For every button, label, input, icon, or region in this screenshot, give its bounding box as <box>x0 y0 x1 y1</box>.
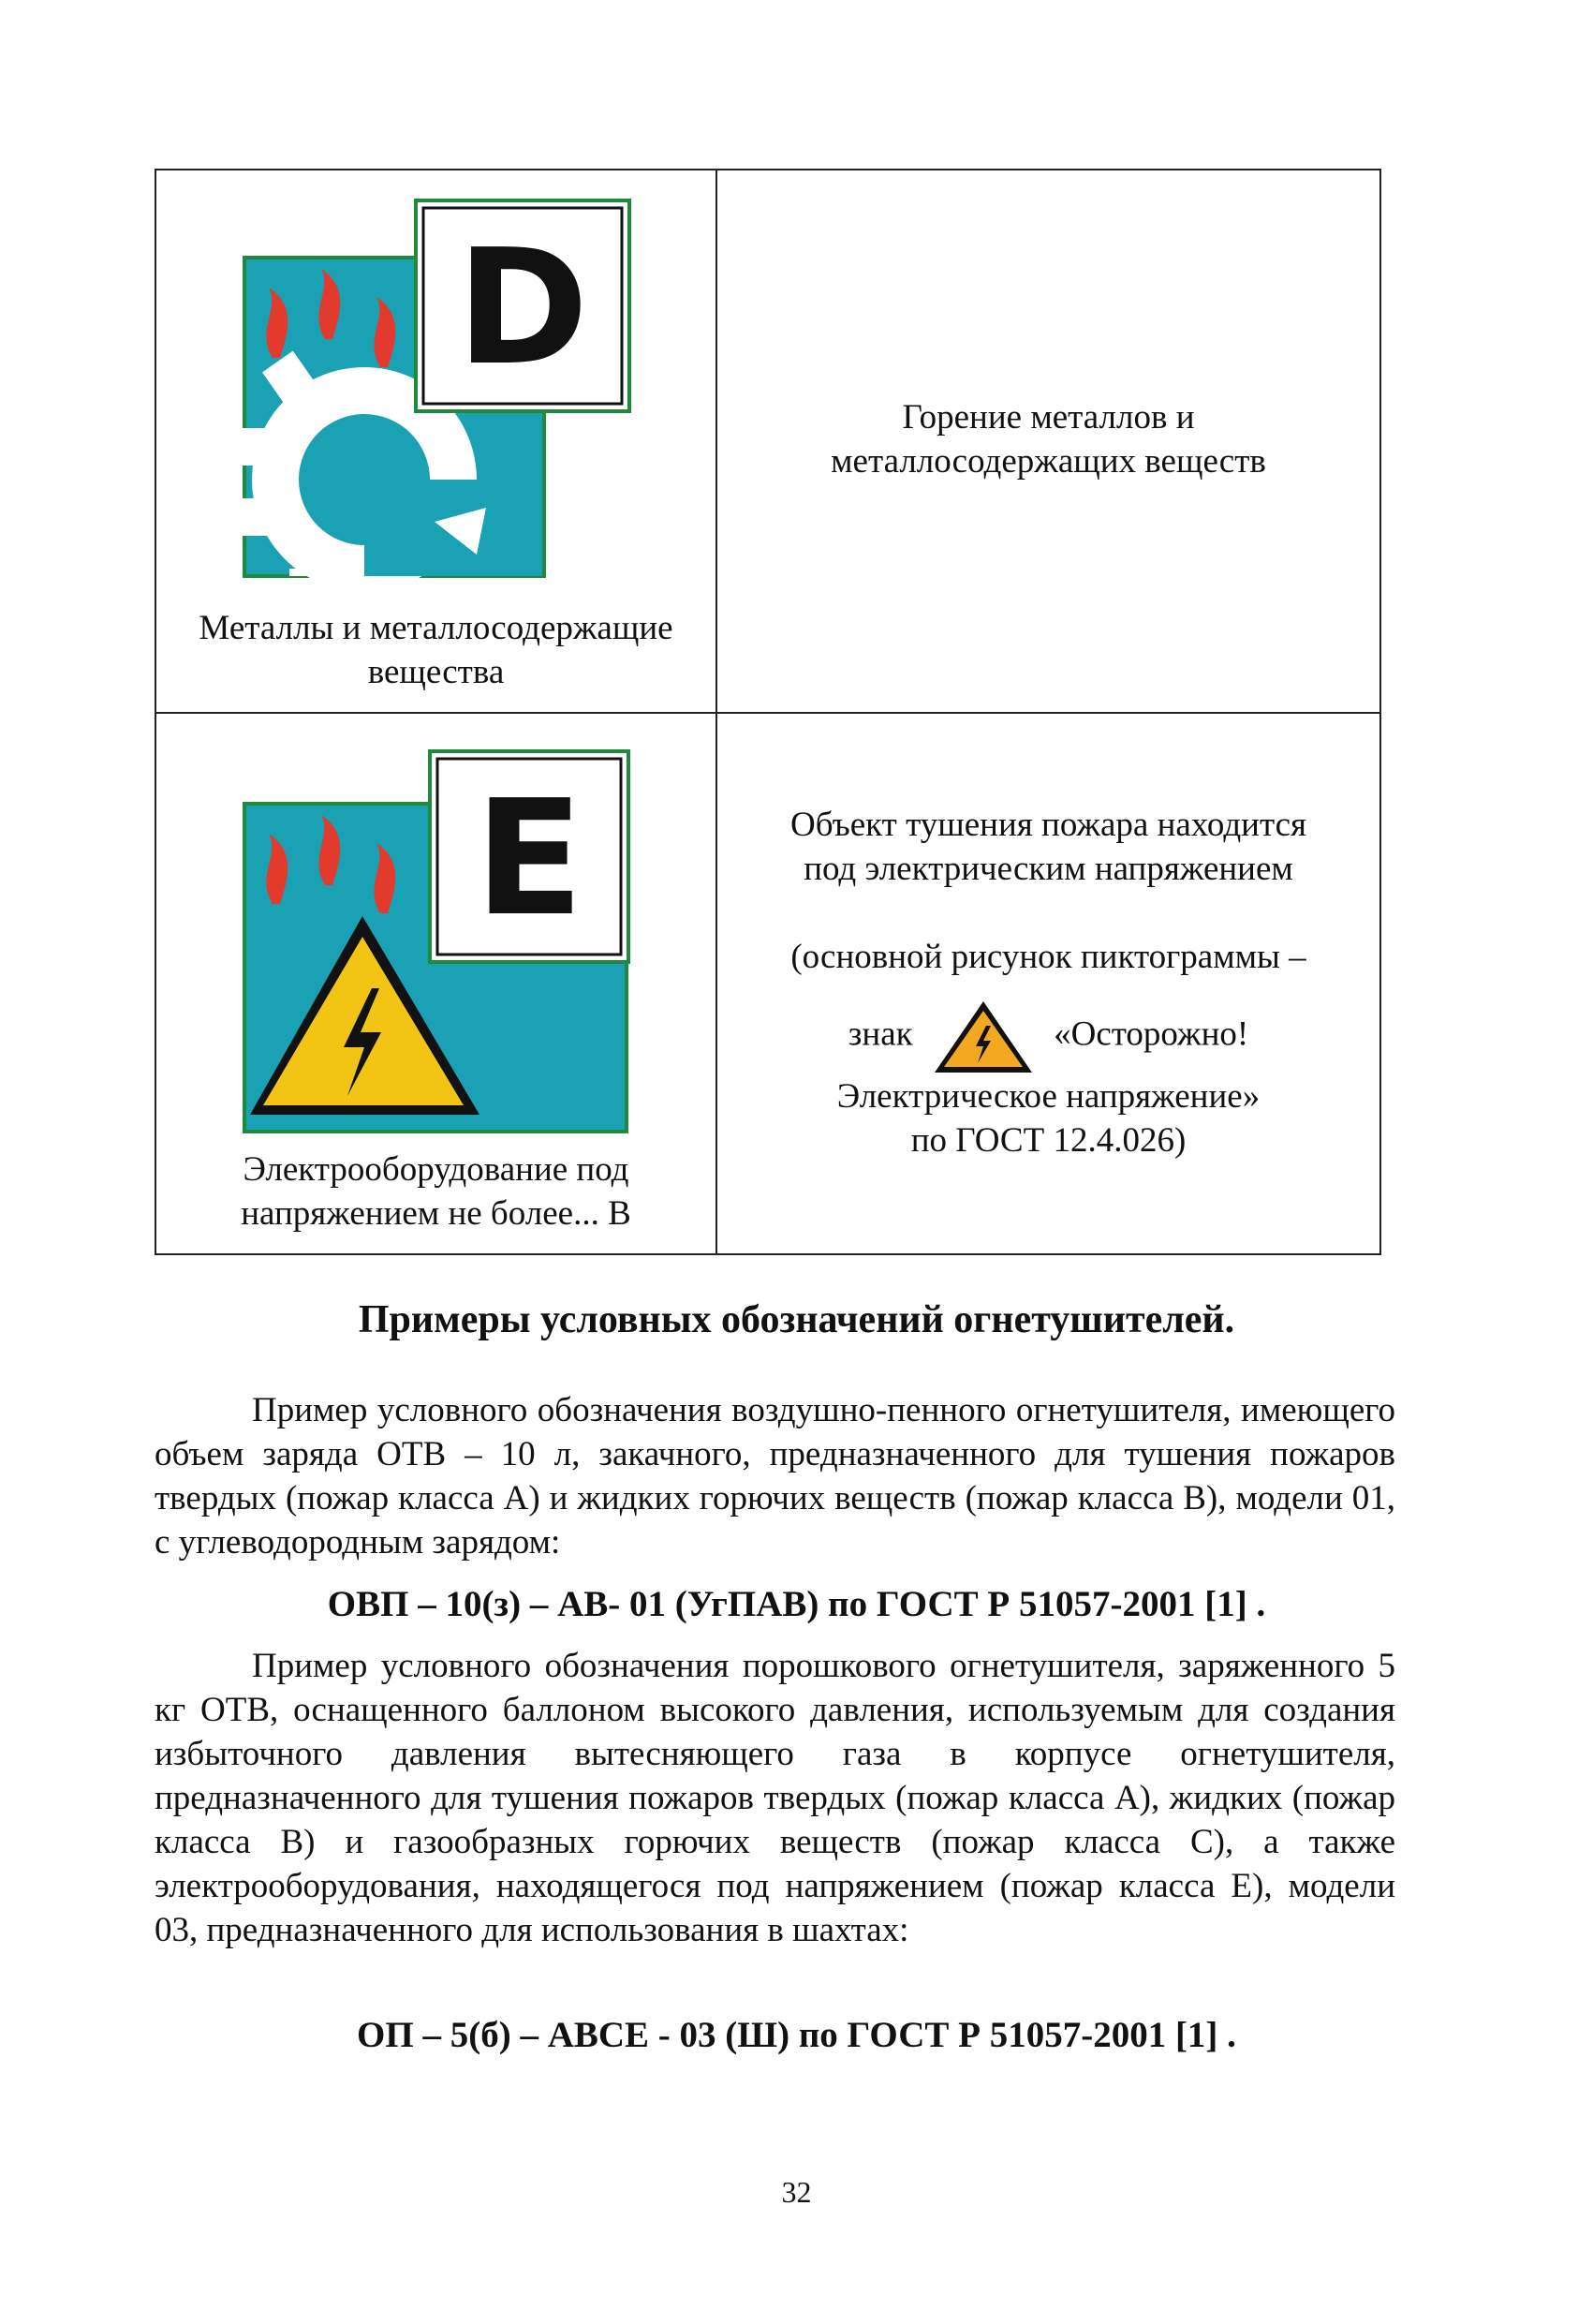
class-e-note-line1: (основной рисунок пиктограммы – <box>790 938 1306 976</box>
table-row-class-e <box>155 713 1380 1254</box>
class-d-caption-line2: вещества <box>367 653 505 691</box>
class-d-pictogram-cell <box>155 170 716 713</box>
example-paragraph-2: Пример условного обозначения порошкового огнетушителя, заряженного 5 кг ОТВ, оснащенного баллоном высокого давления, используемым для создания избыточного давления вытесняющего газа в корпусе огнетушителя, предназначенного для тушения пожаров твердых (пожар класса А), жидких (пожар класса В) и газообразных горючих веществ (пожар класса С), а также электрооборудования, находящегося под напряжением (пожар класса Е), модели 03, предназначенного для использования в шахтах: <box>155 1647 1395 1949</box>
class-e-pictogram-cell <box>155 713 716 1254</box>
class-d-description-cell <box>716 170 1380 713</box>
class-e-note-sign-line <box>717 999 1379 1074</box>
class-e-description-line1: Объект тушения пожара находится <box>789 806 1307 844</box>
example-formula-2: ОП – 5(б) – АВСЕ - 03 (Ш) по ГОСТ Р 51057-2001 [1] . <box>357 2015 1236 2055</box>
example-paragraph-1: Пример условного обозначения воздушно-пенного огнетушителя, имеющего объем заряда ОТВ – 10 л, закачного, предназначенного для тушения пожаров твердых (пожар класса А) и жидких горючих веществ (пожар класса В), модели 01, с углеводородным зарядом: <box>155 1391 1395 1562</box>
class-e-description-cell <box>716 713 1380 1254</box>
class-e-caption-line2: напряжением не более... В <box>241 1194 631 1233</box>
class-e-caption-line1: Электрооборудование под <box>243 1150 629 1189</box>
class-d-caption <box>156 606 715 694</box>
table-row-class-d <box>155 170 1380 713</box>
class-e-description-line2: под электрическим напряжением <box>804 850 1293 888</box>
class-e-caption <box>156 1147 715 1236</box>
class-e-letter: E <box>474 766 584 952</box>
class-e-note-sign-suffix: «Осторожно! <box>1054 1014 1249 1054</box>
page-number: 32 <box>781 2175 812 2209</box>
class-e-note-line3: Электрическое напряжение» <box>836 1077 1261 1116</box>
class-e-note-sign-prefix: знак <box>848 1014 913 1054</box>
electric-warning-icon <box>933 999 1034 1074</box>
class-d-description-line1: Горение металлов и <box>902 398 1195 437</box>
class-d-pictogram <box>243 199 636 578</box>
class-d-description-line2: металлосодержащих веществ <box>831 442 1266 481</box>
class-e-pictogram <box>243 749 636 1133</box>
example-formula-1: ОВП – 10(з) – АВ- 01 (УгПАВ) по ГОСТ Р 51057-2001 [1] . <box>327 1584 1266 1624</box>
section-heading: Примеры условных обозначений огнетушителей. <box>358 1298 1235 1341</box>
class-e-note-line4: по ГОСТ 12.4.026) <box>910 1121 1187 1160</box>
class-d-letter: D <box>456 215 589 401</box>
fire-class-table <box>155 169 1381 1255</box>
class-d-caption-line1: Металлы и металлосодержащие <box>199 609 673 647</box>
